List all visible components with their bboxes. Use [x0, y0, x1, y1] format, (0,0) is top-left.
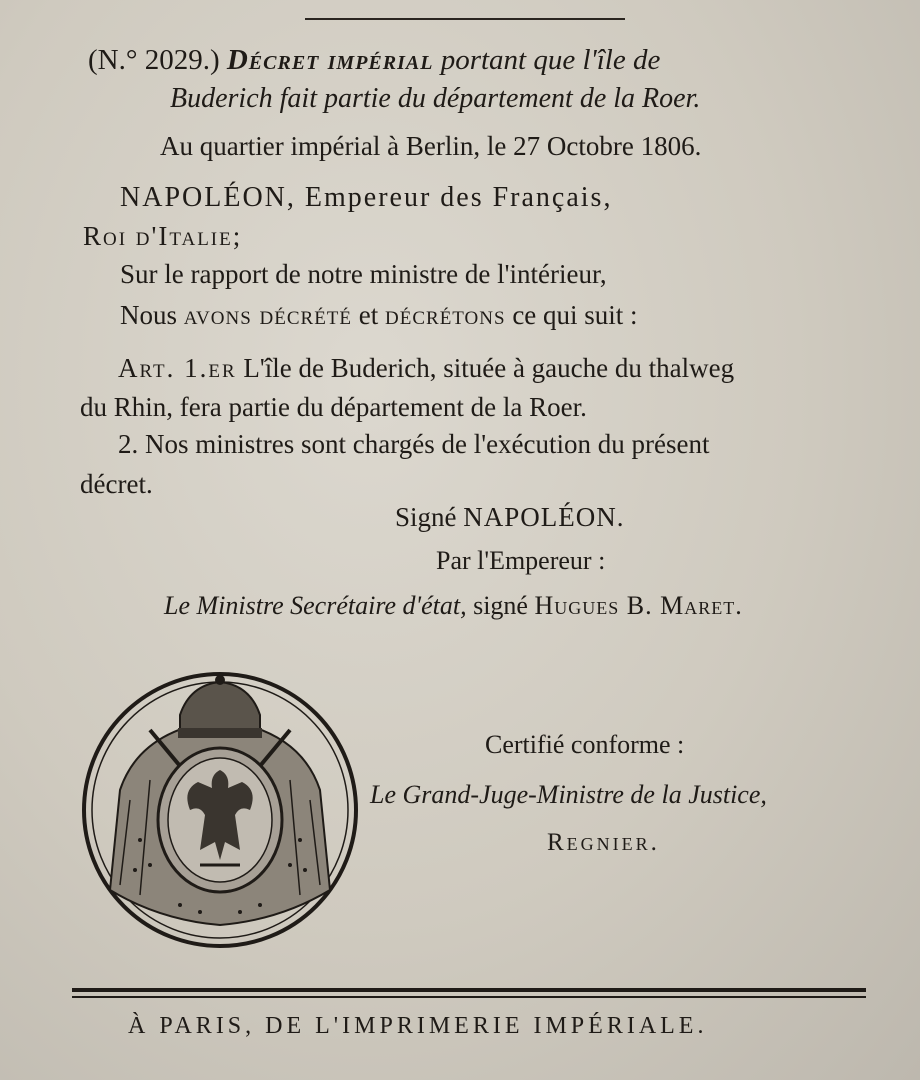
article-2-line1: 2. Nos ministres sont chargés de l'exécution du présent — [118, 429, 710, 459]
certification-name: Regnier. — [547, 829, 660, 856]
preamble-caps: avons décrété — [183, 300, 353, 330]
decree-label: Décret impérial — [226, 44, 434, 76]
minister-signature — [164, 591, 743, 621]
signed-napoleon — [395, 502, 625, 533]
article-2-line2: décret. — [80, 469, 153, 499]
decree-title-line2: Buderich fait partie du département de la Roer. — [170, 83, 701, 114]
article-1-line1 — [118, 353, 734, 384]
sovereign-line2: Roi d'Italie; — [83, 221, 243, 251]
imperial-eagle-seal-icon — [80, 670, 360, 950]
preamble-prefix: Nous — [120, 300, 178, 330]
by-emperor: Par l'Empereur : — [436, 546, 606, 575]
signed-prefix: Signé — [395, 502, 457, 532]
preamble-report: Sur le rapport de notre ministre de l'intérieur, — [120, 259, 607, 289]
decree-title-rest: portant que l'île de — [440, 44, 661, 76]
preamble-decree — [120, 300, 638, 331]
preamble-mid: et — [358, 300, 379, 330]
bottom-rule-thin — [72, 996, 866, 998]
article-1-label: Art. 1.er — [118, 353, 237, 383]
minister-title: Le Ministre Secrétaire d'état, — [164, 591, 467, 620]
article-1-text: L'île de Buderich, située à gauche du thalweg — [243, 353, 735, 383]
decree-title-line1 — [88, 44, 660, 77]
place-date: Au quartier impérial à Berlin, le 27 Octobre 1806. — [160, 131, 702, 161]
signed-name: NAPOLÉON. — [463, 502, 625, 532]
sovereign-line1: NAPOLÉON, Empereur des Français, — [120, 182, 613, 213]
article-1-line2: du Rhin, fera partie du département de la Roer. — [80, 392, 587, 422]
certification-line1: Certifié conforme : — [485, 730, 685, 759]
certification-line2: Le Grand-Juge-Ministre de la Justice, — [370, 780, 767, 809]
minister-signed: signé — [473, 591, 528, 620]
minister-name: Hugues B. Maret. — [534, 591, 743, 620]
imprint: À PARIS, DE L'IMPRIMERIE IMPÉRIALE. — [128, 1013, 708, 1039]
preamble-suffix: ce qui suit : — [512, 300, 638, 330]
top-rule — [305, 18, 625, 20]
decree-number: (N.° 2029.) — [88, 44, 220, 76]
bottom-rule-thick — [72, 988, 866, 992]
preamble-caps2: décrétons — [385, 300, 506, 330]
